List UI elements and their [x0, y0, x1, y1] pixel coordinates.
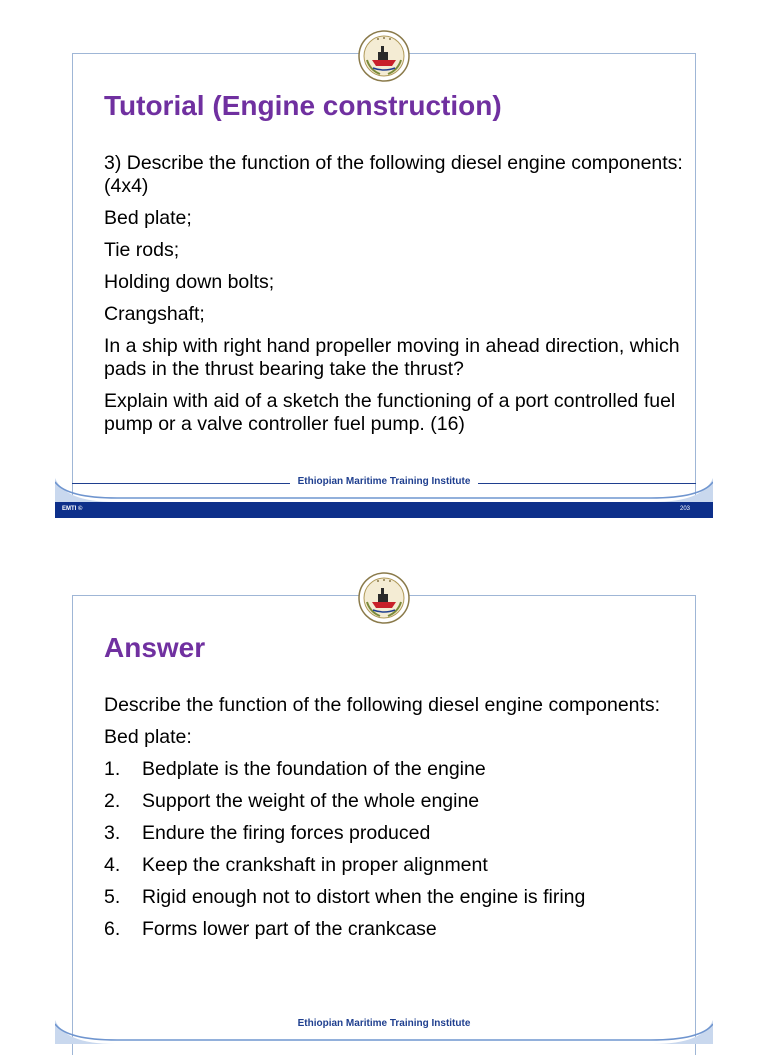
slide-title: Tutorial (Engine construction)	[104, 90, 502, 121]
slide-tutorial	[0, 0, 768, 520]
question-text: 3) Describe the function of the following diesel engine components: (4x4)	[104, 152, 683, 197]
question-text: In a ship with right hand propeller moving in ahead direction, which pads in the thrust bearing take the thrust?	[104, 335, 680, 380]
component-item: Holding down bolts;	[104, 271, 275, 293]
component-item: Tie rods;	[104, 239, 180, 261]
slide-title: Answer	[104, 632, 206, 663]
slide-body	[104, 694, 684, 950]
component-item: Crangshaft;	[104, 303, 205, 325]
page-number: 203	[680, 506, 691, 512]
ship-emblem-icon	[358, 572, 410, 624]
list-item: 3. Endure the firing forces produced	[104, 822, 431, 844]
slide-answer	[0, 542, 768, 1062]
slide-body	[104, 152, 684, 445]
answer-list	[104, 758, 684, 941]
footer-institute: Ethiopian Maritime Training Institute	[0, 476, 768, 487]
component-item: Bed plate;	[104, 207, 192, 229]
list-item: 2. Support the weight of the whole engine	[104, 790, 480, 812]
list-item: 5. Rigid enough not to distort when the engine is firing	[104, 886, 586, 908]
footer-bar	[55, 502, 713, 518]
ship-emblem-icon	[358, 30, 410, 82]
question-text: Explain with aid of a sketch the functioning of a port controlled fuel pump or a valve controller fuel pump. (16)	[104, 390, 676, 435]
subheading: Bed plate:	[104, 726, 192, 748]
list-item: 6. Forms lower part of the crankcase	[104, 918, 437, 940]
intro-text: Describe the function of the following diesel engine components:	[104, 694, 661, 716]
list-item: 1. Bedplate is the foundation of the engine	[104, 758, 486, 780]
list-item: 4. Keep the crankshaft in proper alignment	[104, 854, 488, 876]
footer-institute: Ethiopian Maritime Training Institute	[0, 1018, 768, 1029]
footer-copyright: EMTI ©	[62, 506, 83, 512]
